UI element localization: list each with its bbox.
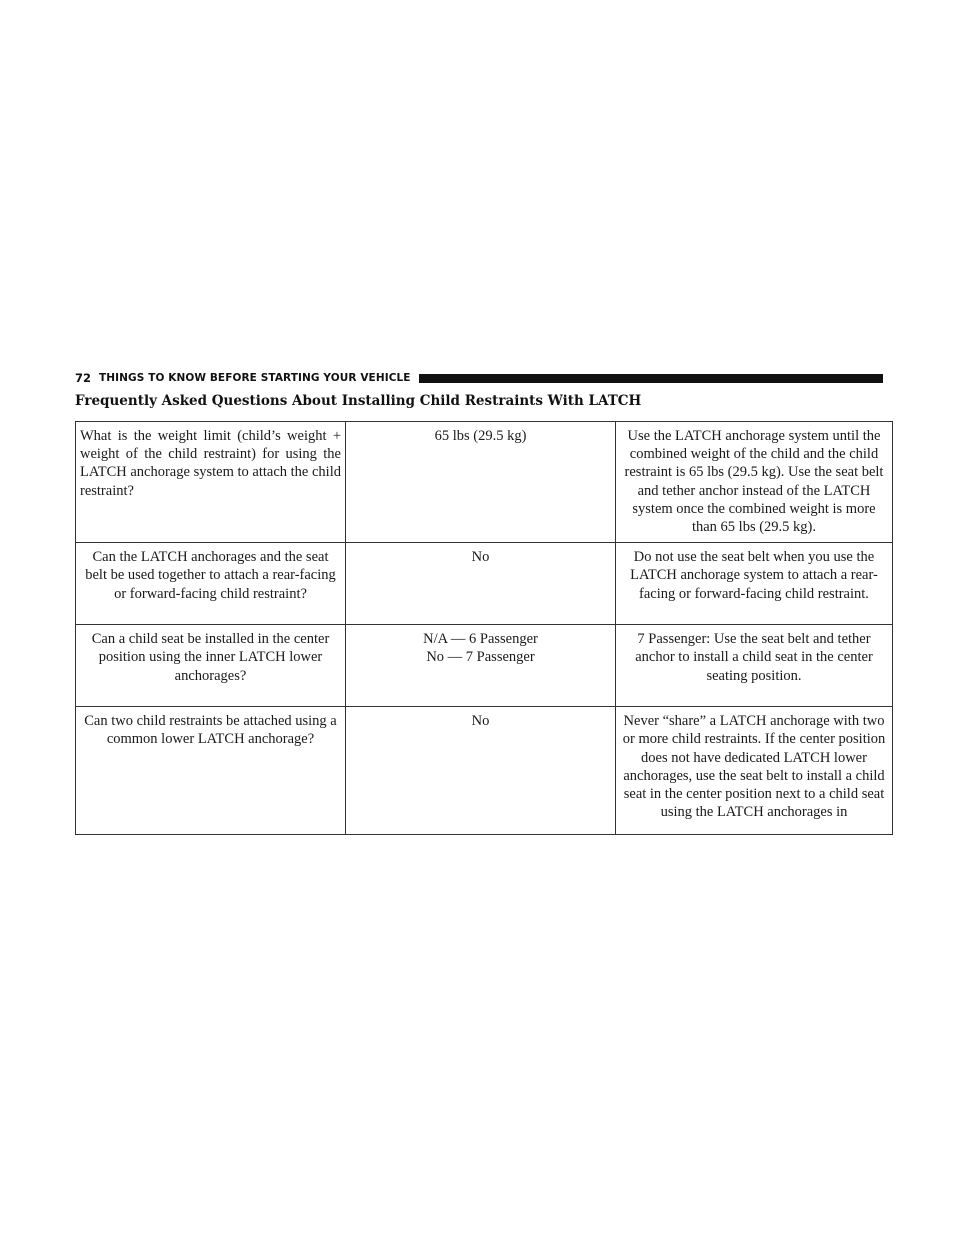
question-cell: Can the LATCH anchorages and the seat belt be used together to attach a rear-facing or forward-facing child restraint? bbox=[76, 543, 346, 625]
answer-line: N/A — 6 Passenger bbox=[423, 631, 538, 648]
question-cell: Can a child seat be installed in the center position using the inner LATCH lower anchorages? bbox=[76, 625, 346, 707]
section-title: THINGS TO KNOW BEFORE STARTING YOUR VEHICLE bbox=[99, 372, 411, 384]
table-row bbox=[76, 707, 893, 835]
answer-cell: No bbox=[346, 543, 616, 625]
answer-line: No — 7 Passenger bbox=[426, 649, 535, 666]
table-row bbox=[76, 625, 893, 707]
answer-cell: No bbox=[346, 707, 616, 835]
page-number: 72 bbox=[75, 371, 92, 385]
question-cell: Can two child restraints be attached using a common lower LATCH anchorage? bbox=[76, 707, 346, 835]
faq-table bbox=[75, 421, 893, 835]
table-row bbox=[76, 422, 893, 543]
page-header bbox=[75, 371, 883, 385]
header-rule bbox=[419, 374, 883, 383]
table-row bbox=[76, 543, 893, 625]
explanation-cell: Do not use the seat belt when you use the LATCH anchorage system to attach a rear-facing or forward-facing child restraint. bbox=[616, 543, 893, 625]
faq-title: Frequently Asked Questions About Installing Child Restraints With LATCH bbox=[75, 393, 642, 409]
explanation-cell: Use the LATCH anchorage system until the combined weight of the child and the child restraint is 65 lbs (29.5 kg). Use the seat belt and tether anchor instead of the LATCH system once the combined weight is more than 65 lbs (29.5 kg). bbox=[616, 422, 893, 543]
explanation-cell: 7 Passenger: Use the seat belt and tether anchor to install a child seat in the center seating position. bbox=[616, 625, 893, 707]
explanation-cell: Never “share” a LATCH anchorage with two or more child restraints. If the center position does not have dedicated LATCH lower anchorages, use the seat belt to install a child seat in the center position next to a child seat using the LATCH anchorages in bbox=[616, 707, 893, 835]
answer-cell bbox=[346, 625, 616, 707]
answer-cell: 65 lbs (29.5 kg) bbox=[346, 422, 616, 543]
question-cell: What is the weight limit (child’s weight + weight of the child restraint) for using the LATCH anchorage system to attach the child restraint? bbox=[76, 422, 346, 543]
